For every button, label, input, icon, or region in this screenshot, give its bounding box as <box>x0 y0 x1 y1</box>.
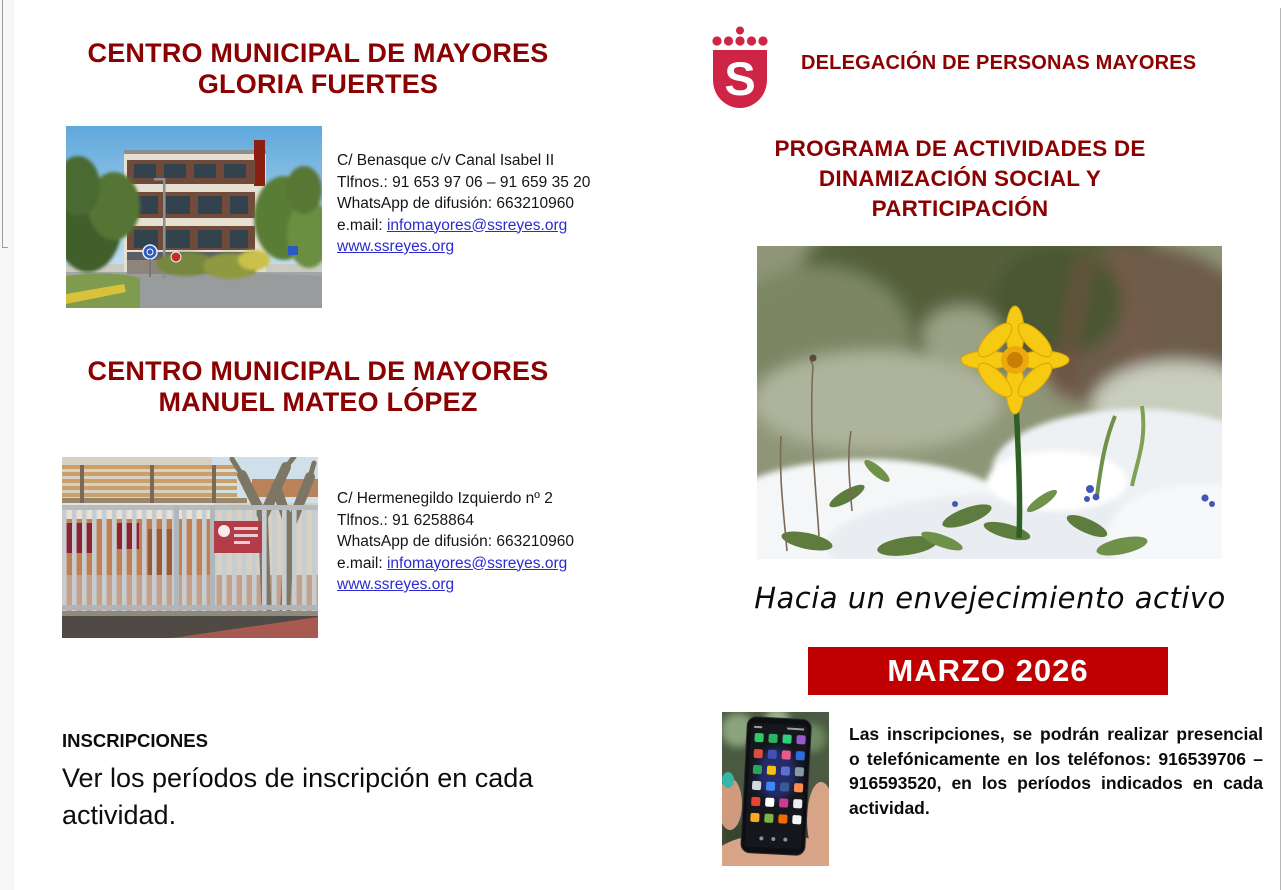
inscriptions-text: Ver los períodos de inscripción en cada actividad. <box>62 763 534 830</box>
program-title-line2: DINAMIZACIÓN SOCIAL Y <box>818 166 1102 191</box>
center2-title-line2: MANUEL MATEO LÓPEZ <box>158 387 478 417</box>
center1-email-label: e.mail: <box>337 216 383 234</box>
daffodil-snow-photo <box>757 246 1222 559</box>
center1-whatsapp: WhatsApp de difusión: 663210960 <box>337 195 574 212</box>
sanse-city-logo <box>710 26 770 118</box>
center1-email-line <box>337 215 590 237</box>
center1-title <box>38 38 598 100</box>
center1-title-line1: CENTRO MUNICIPAL DE MAYORES <box>87 38 549 68</box>
center1-phones: Tlfnos.: 91 653 97 06 – 91 659 35 20 <box>337 173 591 191</box>
center2-title <box>38 356 598 418</box>
center2-website-line <box>337 574 574 596</box>
logo-letter: S <box>724 52 756 105</box>
center1-website-line <box>337 236 590 258</box>
gloria-fuertes-building-photo <box>66 126 322 308</box>
inscriptions-heading: INSCRIPCIONES <box>62 730 208 751</box>
program-title-line1: PROGRAMA DE ACTIVIDADES DE <box>774 136 1146 161</box>
center2-website-link[interactable]: www.ssreyes.org <box>337 576 455 593</box>
delegation-name: DELEGACIÓN DE PERSONAS MAYORES <box>801 52 1197 74</box>
center2-email-line <box>337 553 574 575</box>
manuel-mateo-lopez-building-photo <box>62 457 318 638</box>
center1-address: C/ Benasque c/v Canal Isabel II <box>337 152 555 169</box>
program-title <box>700 134 1220 224</box>
center2-title-line1: CENTRO MUNICIPAL DE MAYORES <box>87 356 549 386</box>
inscription-note: Las inscripciones, se podrán realizar presencial o telefónicamente en los teléfonos: 916539706 – 916593520, en los períodos indicados en cada actividad. <box>849 724 1263 818</box>
center2-address: C/ Hermenegildo Izquierdo nº 2 <box>337 490 553 507</box>
center2-whatsapp: WhatsApp de difusión: 663210960 <box>337 533 574 550</box>
center2-contact-block <box>337 488 574 596</box>
center1-title-line2: GLORIA FUERTES <box>197 69 439 99</box>
slogan-text: Hacia un envejecimiento activo <box>754 581 1226 615</box>
center1-contact-block <box>337 150 590 258</box>
program-title-line3: PARTICIPACIÓN <box>871 196 1049 221</box>
phone-in-hand-photo <box>722 712 829 866</box>
month-banner: MARZO 2026 <box>808 647 1168 695</box>
center2-email-label: e.mail: <box>337 554 383 572</box>
center2-email-link[interactable]: infomayores@ssreyes.org <box>386 554 568 572</box>
center1-email-link[interactable]: infomayores@ssreyes.org <box>386 216 568 234</box>
center1-website-link[interactable]: www.ssreyes.org <box>337 238 455 255</box>
center2-phones: Tlfnos.: 91 6258864 <box>337 511 475 529</box>
left-guide-line <box>2 0 8 248</box>
